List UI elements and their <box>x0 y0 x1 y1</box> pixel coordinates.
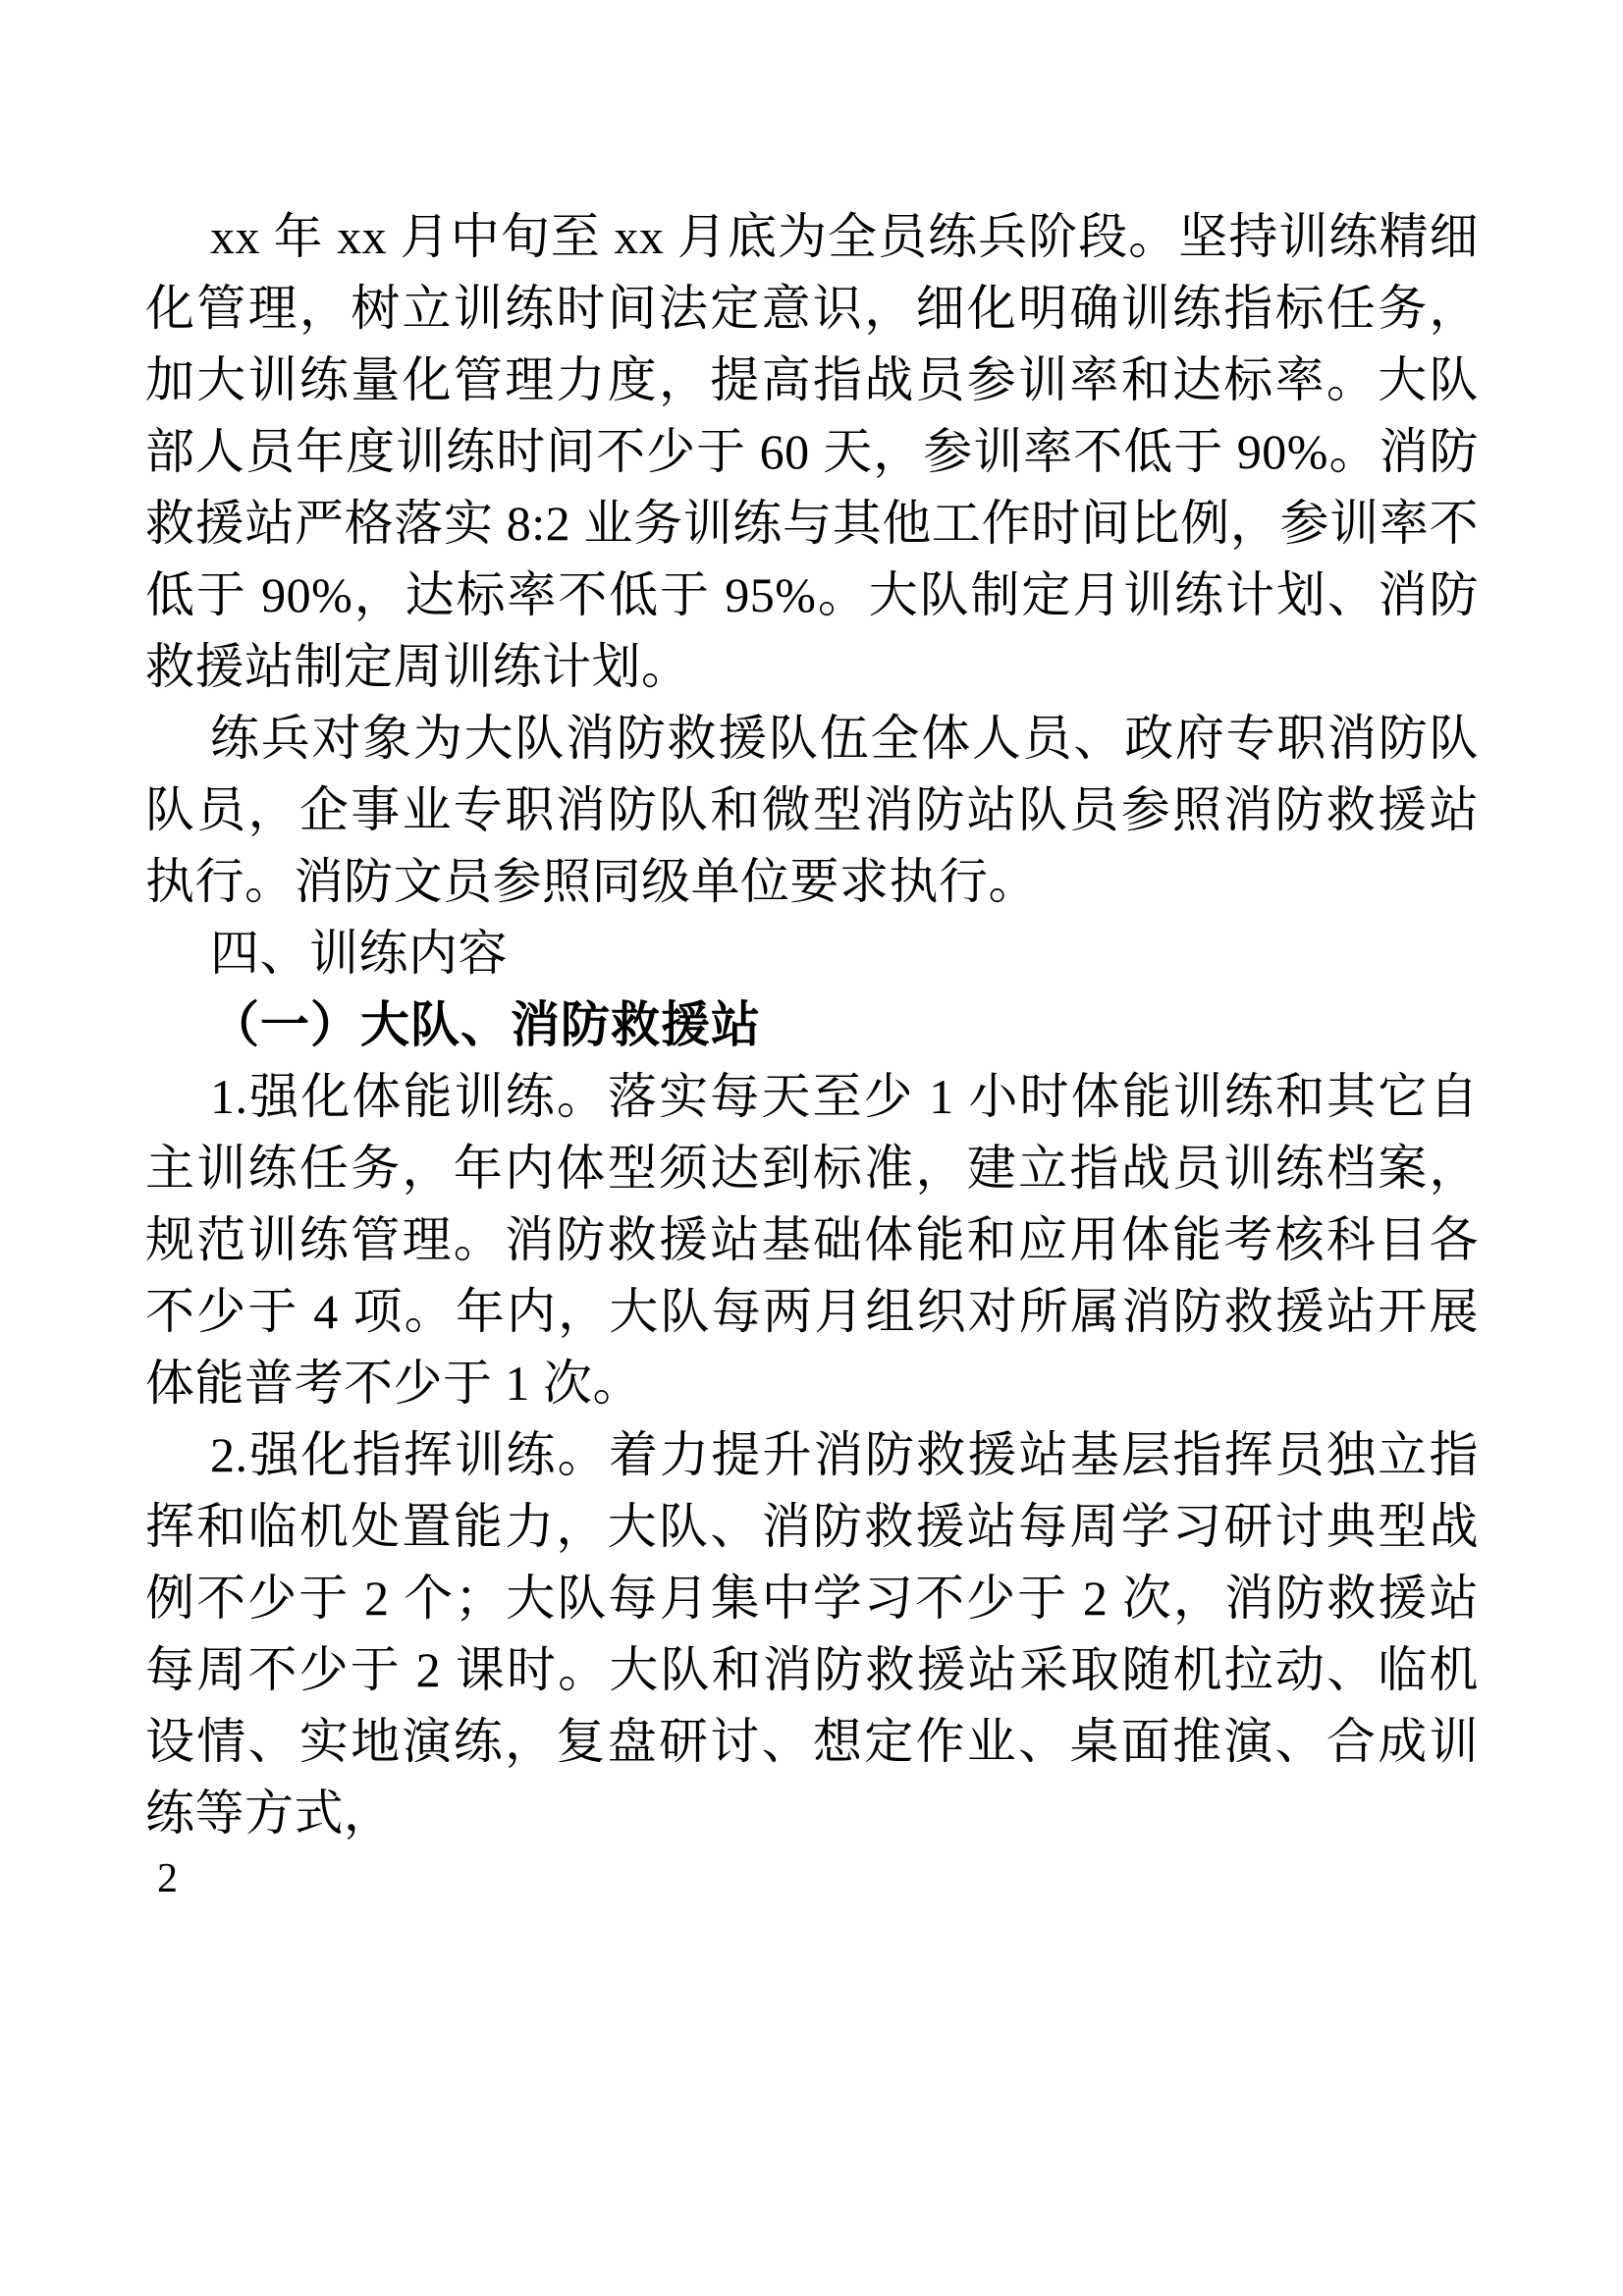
body-paragraph: 练兵对象为大队消防救援队伍全体人员、政府专职消防队队员，企事业专职消防队和微型消防站队员参照消防救援站执行。消防文员参照同级单位要求执行。 <box>145 711 1479 909</box>
body-paragraph: 1.强化体能训练。落实每天至少 1 小时体能训练和其它自主训练任务，年内体型须达到标准，建立指战员训练档案，规范训练管理。消防救援站基础体能和应用体能考核科目各不少于 4 项。年内，大队每两月组织对所属消防救援站开展体能普考不少于 1 次。 <box>145 1069 1479 1411</box>
body-paragraph: 2.强化指挥训练。着力提升消防救援站基层指挥员独立指挥和临机处置能力，大队、消防救援站每周学习研讨典型战例不少于 2 个；大队每月集中学习不少于 2 次，消防救援站每周不少于 2 课时。大队和消防救援站采取随机拉动、临机设情、实地演练，复盘研讨、想定作业、桌面推演、合成训练等方式， <box>145 1427 1479 1841</box>
body-paragraph: xx 年 xx 月中旬至 xx 月底为全员练兵阶段。坚持训练精细化管理，树立训练时间法定意识，细化明确训练指标任务，加大训练量化管理力度，提高指战员参训率和达标率。大队部人员年度训练时间不少于 60 天，参训率不低于 90%。消防救援站严格落实 8:2 业务训练与其他工作时间比例，参训率不低于 90%，达标率不低于 95%。大队制定月训练计划、消防救援站制定周训练计划。 <box>145 209 1479 694</box>
subsection-heading: （一）大队、消防救援站 <box>210 997 761 1052</box>
document-content <box>145 201 1479 1849</box>
section-heading: 四、训练内容 <box>210 926 508 981</box>
page-number: 2 <box>157 1856 178 1901</box>
